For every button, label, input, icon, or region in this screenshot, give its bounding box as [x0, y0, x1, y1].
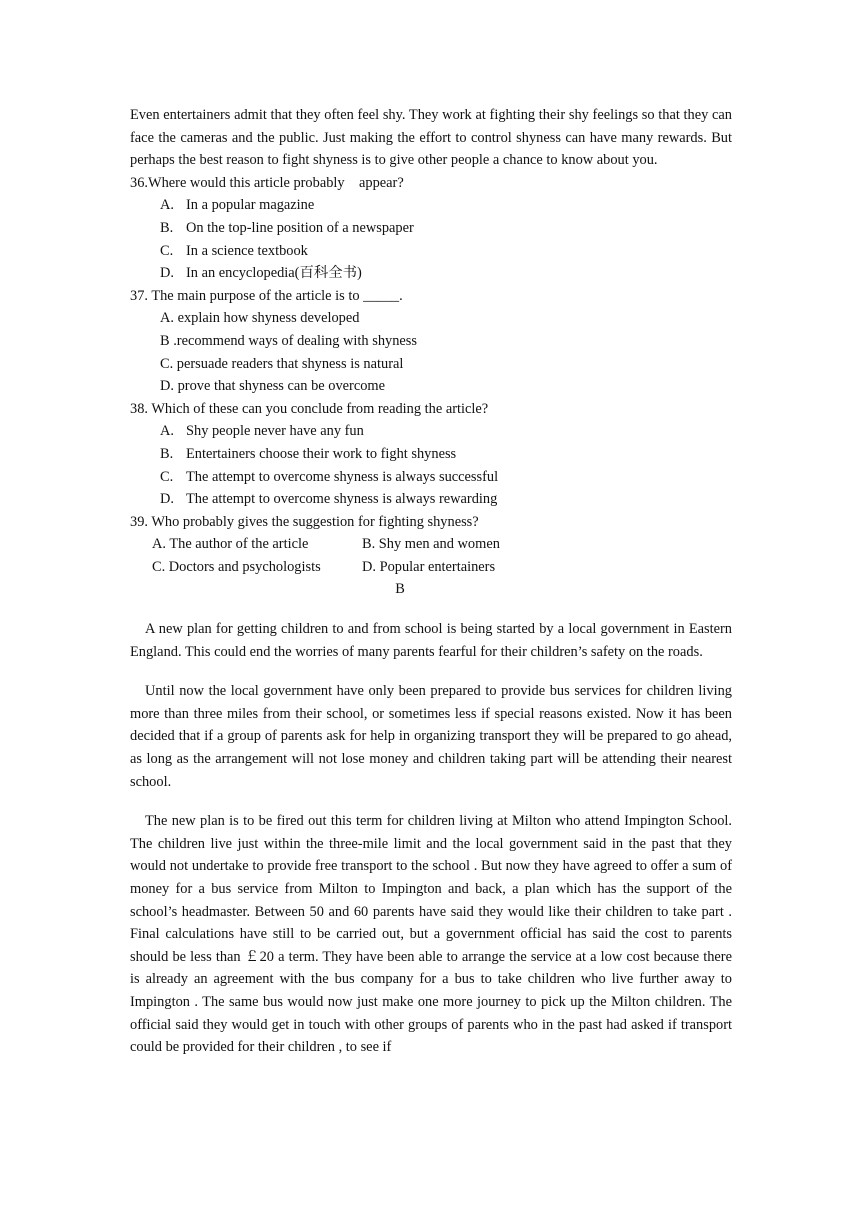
- passage-paragraph: A new plan for getting children to and from school is being started by a local government in Eastern England. This could end the worries of many parents fearful for their children’s safety on the roads.: [130, 621, 732, 660]
- passage-paragraph: The new plan is to be fired out this term for children living at Milton who attend Impington School. The children live just within the three-mile limit and the local government said in the past that they would not undertake to provide free transport to the school . But now they have agreed to offer a sum of money for a bus service from Milton to Impington and back, a plan which has the support of the school’s headmaster. Between 50 and 60 parents have said they would like their children to take part . Final calculations have still to be carried out, but a government official has said the cost to parents should be less than ￡20 a term. They have been able to arrange the service at a low cost because there is already an agreement with the bus company for a bus to take children who live further away to Impington . The same bus would now just make one more journey to pick up the Milton children. The official said they would get in touch with other groups of parents who in the past had asked if transport could be provided for their children , to see if: [130, 813, 732, 1056]
- document-page: [130, 104, 732, 1059]
- option-a: A. Shy people never have any fun: [160, 423, 364, 440]
- option-row-ab: [152, 533, 732, 556]
- option-d: D. Popular entertainers: [362, 558, 496, 575]
- intro-paragraph: Even entertainers admit that they often feel shy. They work at fighting their shy feelings so that they can face the cameras and the public. Just making the effort to control shyness can have many rewards. But perhaps the best reason to fight shyness is to give other people a chance to know about you.: [130, 107, 732, 169]
- option-c: C. The attempt to overcome shyness is always successful: [160, 468, 499, 485]
- question-stem: 36.Where would this article probably appear?: [130, 174, 404, 191]
- question-stem: 38. Which of these can you conclude from reading the article?: [130, 400, 489, 417]
- option-d: D. The attempt to overcome shyness is always rewarding: [160, 491, 498, 508]
- option-b: B. On the top-line position of a newspaper: [160, 219, 414, 236]
- option-row-cd: [152, 556, 732, 579]
- question-38: [130, 398, 732, 511]
- question-stem: 37. The main purpose of the article is to _____.: [130, 287, 403, 304]
- question-36: [130, 172, 732, 285]
- option-b: B. Entertainers choose their work to fight shyness: [160, 445, 457, 462]
- option-a: A. In a popular magazine: [160, 197, 315, 214]
- option-b: B .recommend ways of dealing with shyness: [160, 332, 417, 349]
- option-a: A. explain how shyness developed: [160, 310, 360, 327]
- passage-paragraph: Until now the local government have only been prepared to provide bus services for children living more than three miles from their school, or sometimes less if special reasons existed. Now it has been decided that if a group of parents ask for help in organizing transport they will be prepared to go ahead, as long as the arrangement will not lose money and children taking part will be attending their nearest school.: [130, 683, 732, 790]
- question-stem: 39. Who probably gives the suggestion for fighting shyness?: [130, 513, 479, 530]
- option-b: B. Shy men and women: [362, 536, 500, 553]
- question-37: [130, 285, 732, 398]
- option-a: A. The author of the article: [152, 536, 309, 553]
- section-label: B: [395, 581, 405, 598]
- option-c: C. persuade readers that shyness is natural: [160, 355, 404, 372]
- option-c: C. Doctors and psychologists: [152, 558, 321, 575]
- question-39: [130, 511, 732, 579]
- option-d: D. prove that shyness can be overcome: [160, 378, 385, 395]
- option-c: C. In a science textbook: [160, 242, 308, 259]
- option-d: D. In an encyclopedia(百科全书): [160, 265, 362, 282]
